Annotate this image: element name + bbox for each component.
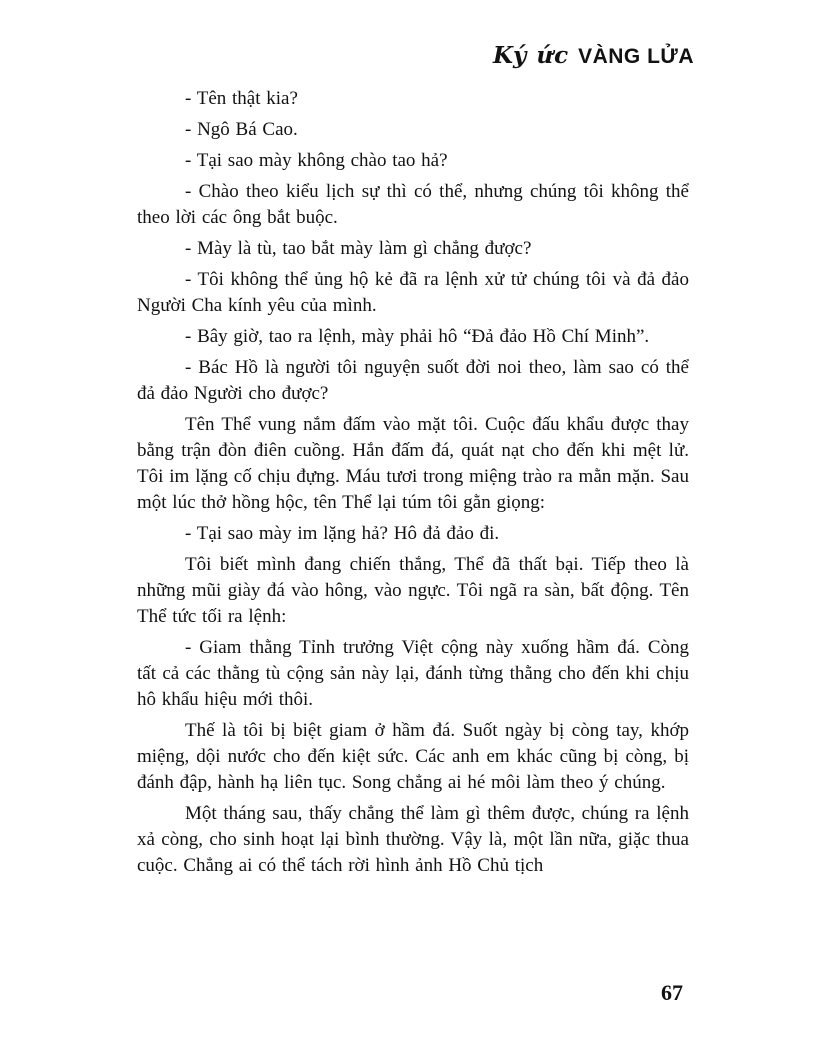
running-header xyxy=(0,42,694,69)
header-title-main: VÀNG LỬA xyxy=(578,45,694,68)
paragraph: Thế là tôi bị biệt giam ở hầm đá. Suốt ngày bị còng tay, khớp miệng, dội nước cho đến kiệt sức. Các anh em khác cũng bị còng, bị đánh đập, hành hạ liên tục. Song chẳng ai hé môi làm theo ý chúng. xyxy=(137,720,689,793)
page-footer xyxy=(137,980,683,1006)
paragraph: - Tại sao mày không chào tao hả? xyxy=(185,150,448,171)
paragraph: - Bác Hồ là người tôi nguyện suốt đời noi theo, làm sao có thể đả đảo Người cho được? xyxy=(137,357,689,404)
paragraph: Tôi biết mình đang chiến thắng, Thể đã thất bại. Tiếp theo là những mũi giày đá vào hông, vào ngực. Tôi ngã ra sàn, bất động. Tên Thể tức tối ra lệnh: xyxy=(137,554,689,627)
paragraph: - Tôi không thể ủng hộ kẻ đã ra lệnh xử tử chúng tôi và đả đảo Người Cha kính yêu của mình. xyxy=(137,269,689,316)
paragraph: - Tại sao mày im lặng hả? Hô đả đảo đi. xyxy=(185,523,500,544)
paragraph: - Mày là tù, tao bắt mày làm gì chẳng được? xyxy=(185,238,532,259)
page-body xyxy=(137,86,689,884)
header-title-script: Ký ức xyxy=(493,42,570,69)
page-number: 67 xyxy=(661,980,683,1005)
paragraph: - Bây giờ, tao ra lệnh, mày phải hô “Đả đảo Hồ Chí Minh”. xyxy=(185,326,650,347)
paragraph: - Giam thằng Tỉnh trưởng Việt cộng này xuống hầm đá. Còng tất cả các thằng tù cộng sản này lại, đánh từng thằng cho đến khi chịu hô khẩu hiệu mới thôi. xyxy=(137,637,689,710)
paragraph: - Tên thật kia? xyxy=(185,88,298,109)
paragraph: - Ngô Bá Cao. xyxy=(185,119,298,140)
paragraph: Tên Thể vung nắm đấm vào mặt tôi. Cuộc đấu khẩu được thay bằng trận đòn điên cuồng. Hắn đấm đá, quát nạt cho đến khi mệt lử. Tôi im lặng cố chịu đựng. Máu tươi trong miệng trào ra mằn mặn. Sau một lúc thở hồng hộc, tên Thể lại túm tôi gằn giọng: xyxy=(137,414,689,513)
paragraph: - Chào theo kiểu lịch sự thì có thể, nhưng chúng tôi không thể theo lời các ông bắt buộc. xyxy=(137,181,689,228)
paragraph: Một tháng sau, thấy chẳng thể làm gì thêm được, chúng ra lệnh xả còng, cho sinh hoạt lại bình thường. Vậy là, một lần nữa, giặc thua cuộc. Chẳng ai có thể tách rời hình ảnh Hồ Chủ tịch xyxy=(137,803,689,876)
